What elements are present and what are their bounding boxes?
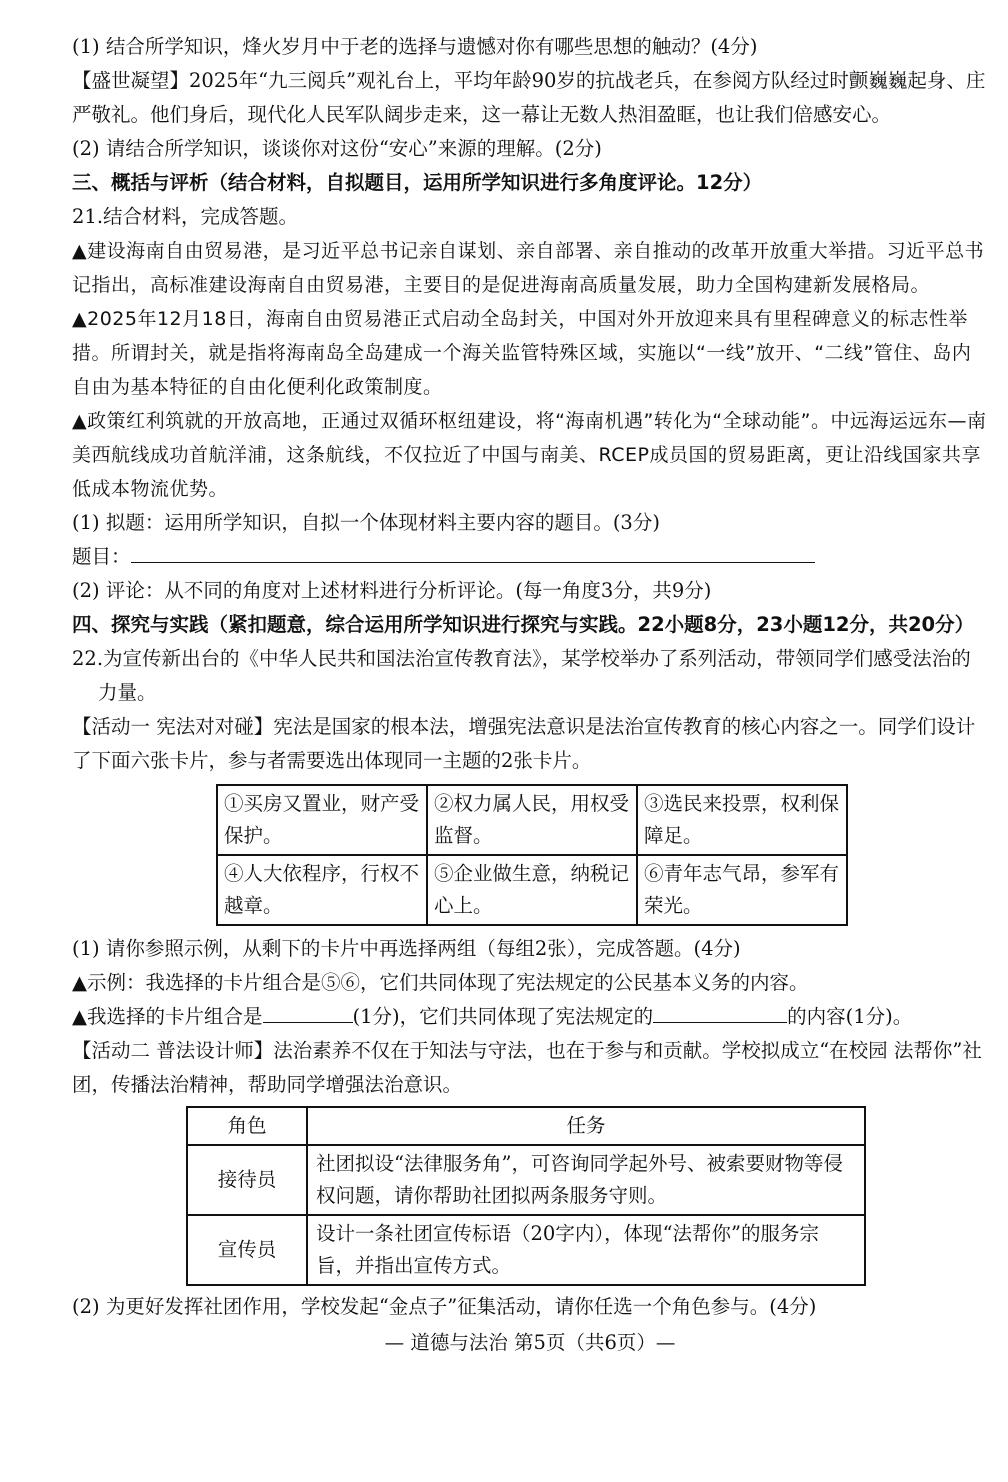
q22-answer-row	[72, 1000, 988, 1034]
role-name: 接待员	[187, 1145, 307, 1215]
q20-sub1: (1) 结合所学知识，烽火岁月中于老的选择与遗憾对你有哪些思想的触动？(4分)	[72, 35, 758, 58]
card: ⑥青年志气昂，参军有荣光。	[637, 855, 847, 925]
activity-1: 【活动一 宪法对对碰】宪法是国家的根本法，增强宪法意识是法治宣传教育的核心内容之一。同学们设计了下面六张卡片，参与者需要选出体现同一主题的2张卡片。	[72, 715, 976, 772]
card: ①买房又置业，财产受保护。	[217, 785, 427, 855]
q22-example: ▲示例：我选择的卡片组合是⑤⑥，它们共同体现了宪法规定的公民基本义务的内容。	[72, 971, 809, 994]
q22-stem: 22.为宣传新出台的《中华人民共和国法治宣传教育法》，某学校举办了系列活动，带领同学们感受法治的力量。	[72, 647, 971, 704]
title-answer-blank[interactable]	[131, 540, 815, 563]
table-row	[187, 1145, 865, 1215]
roles-table	[186, 1106, 866, 1286]
section-4-heading: 四、探究与实践（紧扣题意，综合运用所学知识进行探究与实践。22小题8分，23小题12分，共20分）	[72, 613, 975, 636]
q21-material-2: ▲2025年12月18日，海南自由贸易港正式启动全岛封关，中国对外开放迎来具有里程碑意义的标志性举措。所谓封关，就是指将海南岛全岛建成一个海关监管特殊区域，实施以“一线”放开、“二线”管住、岛内自由为基本特征的自由化便利化政策制度。	[72, 308, 972, 398]
page-footer: — 道德与法治 第5页（共6页）—	[384, 1331, 676, 1354]
table-row	[187, 1215, 865, 1285]
q21-material-1: ▲建设海南自由贸易港，是习近平总书记亲自谋划、亲自部署、亲自推动的改革开放重大举措。习近平总书记指出，高标准建设海南自由贸易港，主要目的是促进海南高质量发展，助力全国构建新发展格局。	[72, 240, 985, 296]
q21-sub1: (1) 拟题：运用所学知识，自拟一个体现材料主要内容的题目。(3分)	[72, 511, 660, 534]
section-3-heading: 三、概括与评析（结合材料，自拟题目，运用所学知识进行多角度评论。12分）	[72, 171, 763, 194]
content-blank[interactable]	[653, 1000, 787, 1023]
cards-row	[217, 855, 847, 925]
title-label: 题目：	[72, 545, 131, 568]
activity-2: 【活动二 普法设计师】法治素养不仅在于知法与守法，也在于参与和贡献。学校拟成立“在校园 法帮你”社团，传播法治精神，帮助同学增强法治意识。	[72, 1039, 982, 1096]
material-shengshi: 【盛世凝望】2025年“九三阅兵”观礼台上，平均年龄90岁的抗战老兵，在参阅方队经过时颤巍巍起身、庄严敬礼。他们身后，现代化人民军队阔步走来，这一幕让无数人热泪盈眶，也让我们倍感安心。	[72, 69, 986, 126]
header-role: 角色	[187, 1107, 307, 1145]
q20-sub2: (2) 请结合所学知识，谈谈你对这份“安心”来源的理解。(2分)	[72, 137, 602, 160]
q21-sub2: (2) 评论：从不同的角度对上述材料进行分析评论。(每一角度3分，共9分)	[72, 579, 712, 602]
cards-row	[217, 785, 847, 855]
card: ⑤企业做生意，纳税记心上。	[427, 855, 637, 925]
card: ④人大依程序，行权不越章。	[217, 855, 427, 925]
answer-suffix: 的内容(1分)。	[787, 1005, 913, 1028]
answer-middle: (1分)，它们共同体现了宪法规定的	[352, 1005, 654, 1028]
role-task: 设计一条社团宣传标语（20字内），体现“法帮你”的服务宗旨，并指出宣传方式。	[307, 1215, 865, 1285]
roles-header	[187, 1107, 865, 1145]
q22-sub1: (1) 请你参照示例，从剩下的卡片中再选择两组（每组2张），完成答题。(4分)	[72, 937, 741, 960]
q22-sub2: (2) 为更好发挥社团作用，学校发起“金点子”征集活动，请你任选一个角色参与。(4分)	[72, 1295, 817, 1318]
card-combo-blank[interactable]	[263, 1000, 353, 1023]
card: ③选民来投票，权利保障足。	[637, 785, 847, 855]
cards-table	[216, 784, 848, 926]
role-task: 社团拟设“法律服务角”，可咨询同学起外号、被索要财物等侵权问题，请你帮助社团拟两条服务守则。	[307, 1145, 865, 1215]
q21-material-3: ▲政策红利筑就的开放高地，正通过双循环枢纽建设，将“海南机遇”转化为“全球动能”。中远海运远东—南美西航线成功首航洋浦，这条航线，不仅拉近了中国与南美、RCEP成员国的贸易距离，更让沿线国家共享低成本物流优势。	[72, 410, 987, 500]
role-name: 宣传员	[187, 1215, 307, 1285]
answer-prefix: ▲我选择的卡片组合是	[72, 1005, 263, 1028]
q21-stem: 21.结合材料，完成答题。	[72, 205, 299, 228]
exam-page	[72, 30, 988, 1360]
title-answer-row	[72, 540, 988, 574]
card: ②权力属人民，用权受监督。	[427, 785, 637, 855]
header-task: 任务	[307, 1107, 865, 1145]
